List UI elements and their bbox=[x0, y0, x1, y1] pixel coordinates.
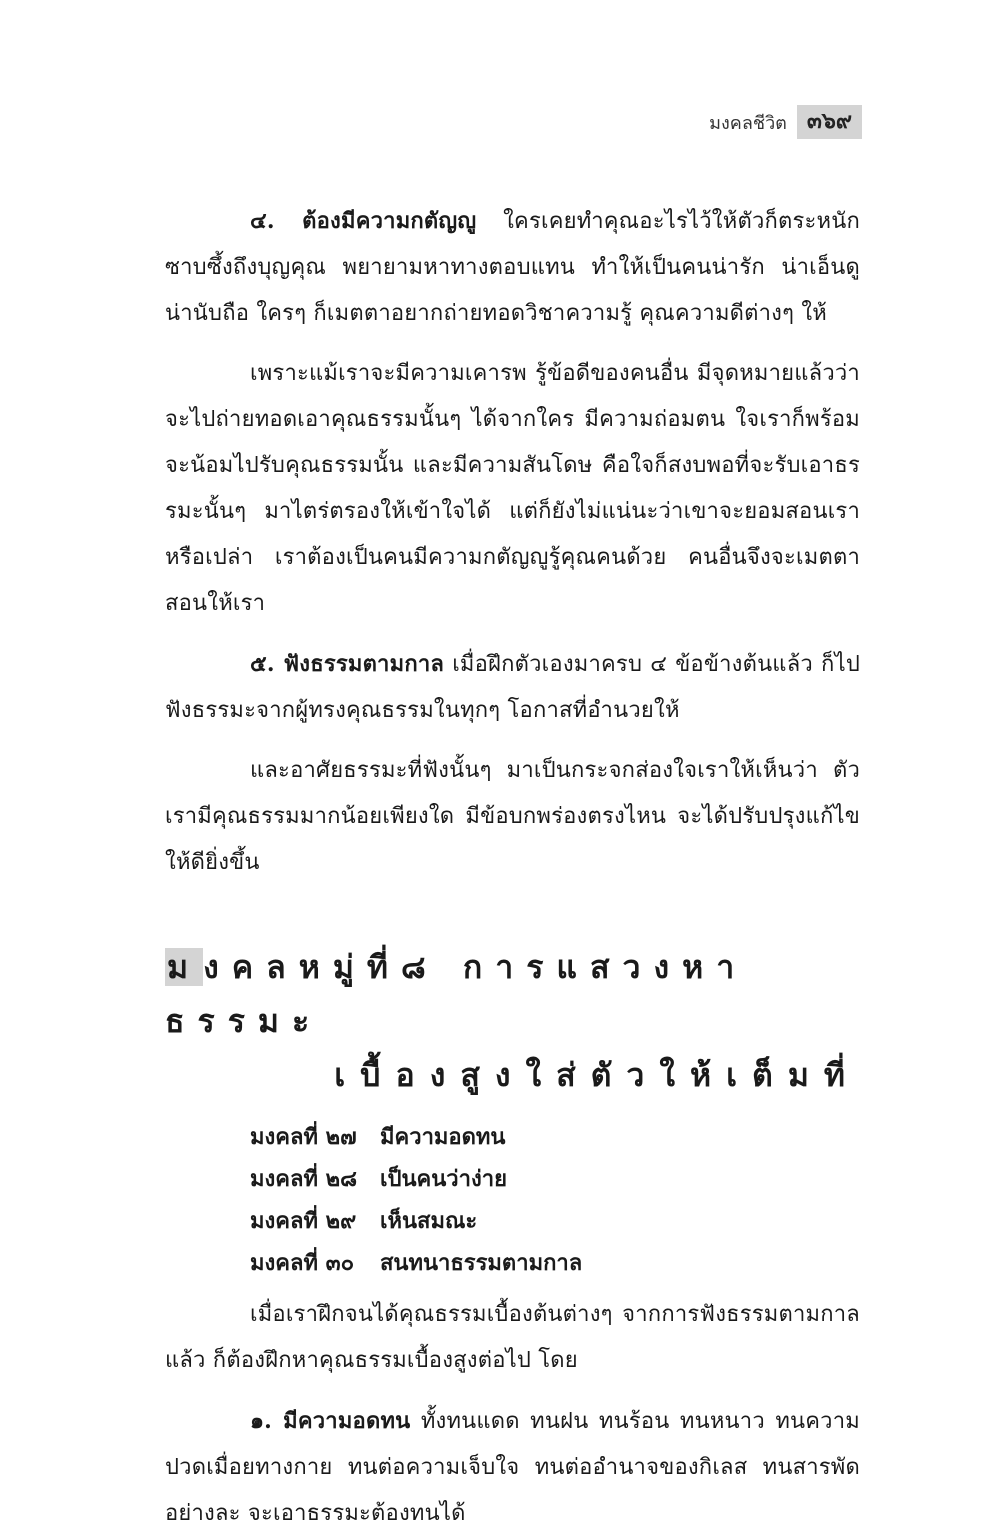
mangala-name: เห็นสมณะ bbox=[380, 1208, 478, 1234]
item-body: ใครเคยทำคุณอะไรไว้ให้ตัวก็ตระหนักซาบซึ้งถึงบุญคุณ พยายามหาทางตอบแทน ทำให้เป็นคนน่ารัก น่าเอ็นดู น่านับถือ ใครๆ ก็เมตตาอยากถ่ายทอดวิชาความรู้ คุณความดีต่างๆ ให้ bbox=[165, 209, 860, 326]
mangala-name: สนทนาธรรมตามกาล bbox=[380, 1250, 583, 1276]
paragraph-advanced-virtue: เมื่อเราฝึกจนได้คุณธรรมเบื้องต้นต่างๆ จากการฟังธรรมตามกาลแล้ว ก็ต้องฝึกหาคุณธรรมเบื้องสูงต่อไป โดย bbox=[165, 1302, 860, 1373]
section-title bbox=[165, 940, 860, 1102]
mangala-number: มงคลที่ ๒๙ bbox=[250, 1208, 357, 1234]
item-heading: ๔. ต้องมีความกตัญญู bbox=[250, 208, 477, 234]
list-item bbox=[250, 1242, 860, 1284]
mangala-name: เป็นคนว่าง่าย bbox=[380, 1166, 507, 1192]
page-header bbox=[709, 104, 862, 140]
list-item bbox=[250, 1200, 860, 1242]
paragraph-respect: เพราะแม้เราจะมีความเคารพ รู้ข้อดีของคนอื่น มีจุดหมายแล้วว่าจะไปถ่ายทอดเอาคุณธรรมนั้นๆ ได้จากใคร มีความถ่อมตน ใจเราก็พร้อมจะน้อมไปรับคุณธรรมนั้น และมีความสันโดษ คือใจก็สงบพอที่จะรับเอาธรรมะนั้นๆ มาไตร่ตรองให้เข้าใจได้ แต่ก็ยังไม่แน่นะว่าเขาจะยอมสอนเราหรือเปล่า เราต้องเป็นคนมีความกตัญญูรู้คุณคนด้วย คนอื่นจึงจะเมตตาสอนให้เรา bbox=[165, 361, 860, 616]
section-title-rest: งคลหมู่ที่๘ การแสวงหาธรรมะ bbox=[165, 948, 748, 1040]
section-title-line1 bbox=[165, 940, 860, 1048]
page-content bbox=[165, 198, 860, 1537]
item-heading: ๕. ฟังธรรมตามกาล bbox=[250, 651, 445, 677]
item-body: ทั้งทนแดด ทนฝน ทนร้อน ทนหนาว ทนความปวดเมื่อยทางกาย ทนต่อความเจ็บใจ ทนต่ออำนาจของกิเลส ทนสารพัดอย่างละ จะเอาธรรมะต้องทนได้ bbox=[165, 1409, 860, 1526]
paragraph-listen-dhamma bbox=[165, 641, 860, 734]
item-heading: ๑. มีความอดทน bbox=[250, 1408, 411, 1434]
paragraph-patience bbox=[165, 1398, 860, 1537]
list-item bbox=[250, 1158, 860, 1200]
mangala-name: มีความอดทน bbox=[380, 1124, 506, 1150]
paragraph-gratitude bbox=[165, 198, 860, 337]
paragraph-mirror: และอาศัยธรรมะที่ฟังนั้นๆ มาเป็นกระจกส่องใจเราให้เห็นว่า ตัวเรามีคุณธรรมมากน้อยเพียงใด มีข้อบกพร่องตรงไหน จะได้ปรับปรุงแก้ไขให้ดียิ่งขึ้น bbox=[165, 758, 860, 875]
mangala-number: มงคลที่ ๒๘ bbox=[250, 1166, 358, 1192]
mangala-number: มงคลที่ ๓๐ bbox=[250, 1250, 355, 1276]
section-title-initial: ม bbox=[167, 948, 202, 986]
mangala-number: มงคลที่ ๒๗ bbox=[250, 1124, 357, 1150]
item-body: เมื่อฝึกตัวเองมาครบ ๔ ข้อข้างต้นแล้ว ก็ไปฟังธรรมะจากผู้ทรงคุณธรรมในทุกๆ โอกาสที่อำนวยให้ bbox=[165, 652, 860, 723]
list-item bbox=[250, 1116, 860, 1158]
section-title-line2: เบื้องสูงใส่ตัวให้เต็มที่ bbox=[334, 1056, 860, 1094]
page-number: ๓๖๙ bbox=[797, 105, 862, 139]
mangala-list bbox=[250, 1116, 860, 1284]
running-title: มงคลชีวิต bbox=[709, 112, 787, 134]
